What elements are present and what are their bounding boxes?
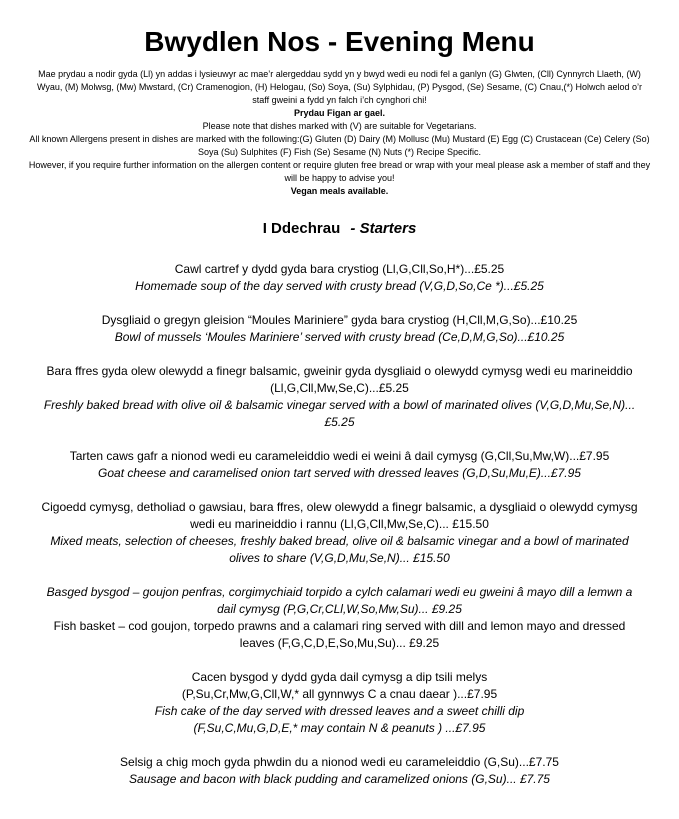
menu-item-line-english: Bowl of mussels ‘Moules Mariniere’ served with crusty bread (Ce,D,M,G,So)...£10.25 <box>114 330 565 344</box>
section-title-welsh: I Ddechrau <box>262 220 341 237</box>
menu-item <box>40 584 640 652</box>
menu-item <box>40 754 640 788</box>
menu-item <box>40 261 640 295</box>
menu-item-line-welsh: Bara ffres gyda olew olewydd a finegr balsamic, gweinir gyda dysgliaid o olewydd cymysg wedi eu marineiddio (Ll,G,Cll,Mw,Se,C)...£5.25 <box>46 364 633 395</box>
menu-item-line-welsh: Tarten caws gafr a nionod wedi eu carameleiddio wedi ei weini â dail cymysg (G,Cll,Su,Mw,W)...£7.95 <box>69 449 610 463</box>
menu-item-line-english: Fish basket – cod goujon, torpedo prawns and a calamari ring served with dill and lemon mayo and dressed leaves (F,G,C,D,E,So,Mu,Su)... £9.25 <box>53 619 626 650</box>
menu-item-line-english: Mixed meats, selection of cheeses, freshly baked bread, olive oil & balsamic vinegar and a bowl of marinated olives to share (V,G,D,Mu,Se,N)... £15.50 <box>50 534 629 565</box>
menu-item <box>40 363 640 431</box>
note-line: All known Allergens present in dishes are marked with the following:(G) Gluten (D) Dairy (M) Mollusc (Mu) Mustard (E) Egg (C) Crustacean (Ce) Celery (So) Soya (Su) Sulphites (F) Fish (Se) Sesame (N) Nuts (*) Recipe Specific. <box>29 134 650 157</box>
menu-item-line-welsh: Cigoedd cymysg, detholiad o gawsiau, bara ffres, olew olewydd a finegr balsamic, a dysgliaid o olewydd cymysg wedi eu marineiddio i rannu (Ll,G,Cll,Mw,Se,C)... £15.50 <box>41 500 638 531</box>
allergen-notes <box>29 68 651 198</box>
menu-item-line-welsh: Dysgliaid o gregyn gleision “Moules Mariniere” gyda bara crystiog (H,Cll,M,G,So)...£10.25 <box>101 313 578 327</box>
menu-item-line-welsh: Cacen bysgod y dydd gyda dail cymysg a dip tsili melys <box>191 670 488 684</box>
menu-item-line-english: Homemade soup of the day served with crusty bread (V,G,D,So,Ce *)...£5.25 <box>135 279 544 293</box>
note-line: Vegan meals available. <box>290 186 389 196</box>
section-title-english: - Starters <box>350 220 417 237</box>
menu-item-line-welsh: Basged bysgod – goujon penfras, corgimychiaid torpido a cylch calamari wedi eu gweini â mayo dill a lemwn a dail cymysg (P,G,Cr,CLl,W,So,Mw,Su)... £9.25 <box>46 585 633 616</box>
note-line: Please note that dishes marked with (V) are suitable for Vegetarians. <box>202 121 477 131</box>
menu-item <box>40 312 640 346</box>
note-line: Prydau Figan ar gael. <box>293 108 386 118</box>
menu-item-line-english: Sausage and bacon with black pudding and caramelized onions (G,Su)... £7.75 <box>129 772 550 786</box>
note-line: However, if you require further information on the allergen content or require gluten free bread or wrap with your meal please ask a member of staff and they will be happy to advise you! <box>28 160 651 183</box>
menu-item <box>40 669 640 737</box>
menu-item-line-welsh: (P,Su,Cr,Mw,G,Cll,W,* all gynnwys C a cnau daear )...£7.95 <box>181 687 498 701</box>
menu-item <box>40 448 640 482</box>
menu-item-line-english: Goat cheese and caramelised onion tart served with dressed leaves (G,D,Su,Mu,E)...£7.95 <box>98 466 581 480</box>
menu-items-list <box>40 261 640 788</box>
page-title: Bwydlen Nos - Evening Menu <box>144 26 535 57</box>
section-heading-starters <box>0 220 679 237</box>
menu-item <box>40 499 640 567</box>
menu-item-line-english: Freshly baked bread with olive oil & balsamic vinegar served with a bowl of marinated olives (V,G,D,Mu,Se,N)...£5.25 <box>43 398 636 429</box>
menu-item-line-english: (F,Su,C,Mu,G,D,E,* may contain N & peanuts ) ...£7.95 <box>193 721 486 735</box>
note-line: Mae prydau a nodir gyda (Ll) yn addas i lysieuwyr ac mae’r alergeddau sydd yn y bwyd wedi eu nodi fel a ganlyn (G) Glwten, (Cll) Cynnyrch Llaeth, (W) Wyau, (M) Molwsg, (Mw) Mwstard, (Cr) Cramenogion, (H) Helogau, (So) Soya, (Su) Sylphidau, (P) Pysgod, (Se) Sesame, (C) Cnau,(*) Holwch aelod o’r staff gweini a fydd yn falch i’ch cynghori chi! <box>36 69 643 105</box>
menu-item-line-english: Fish cake of the day served with dressed leaves and a sweet chilli dip <box>154 704 525 718</box>
menu-item-line-welsh: Cawl cartref y dydd gyda bara crystiog (Ll,G,Cll,So,H*)...£5.25 <box>174 262 505 276</box>
menu-item-line-welsh: Selsig a chig moch gyda phwdin du a nionod wedi eu carameleiddio (G,Su)...£7.75 <box>120 755 559 769</box>
